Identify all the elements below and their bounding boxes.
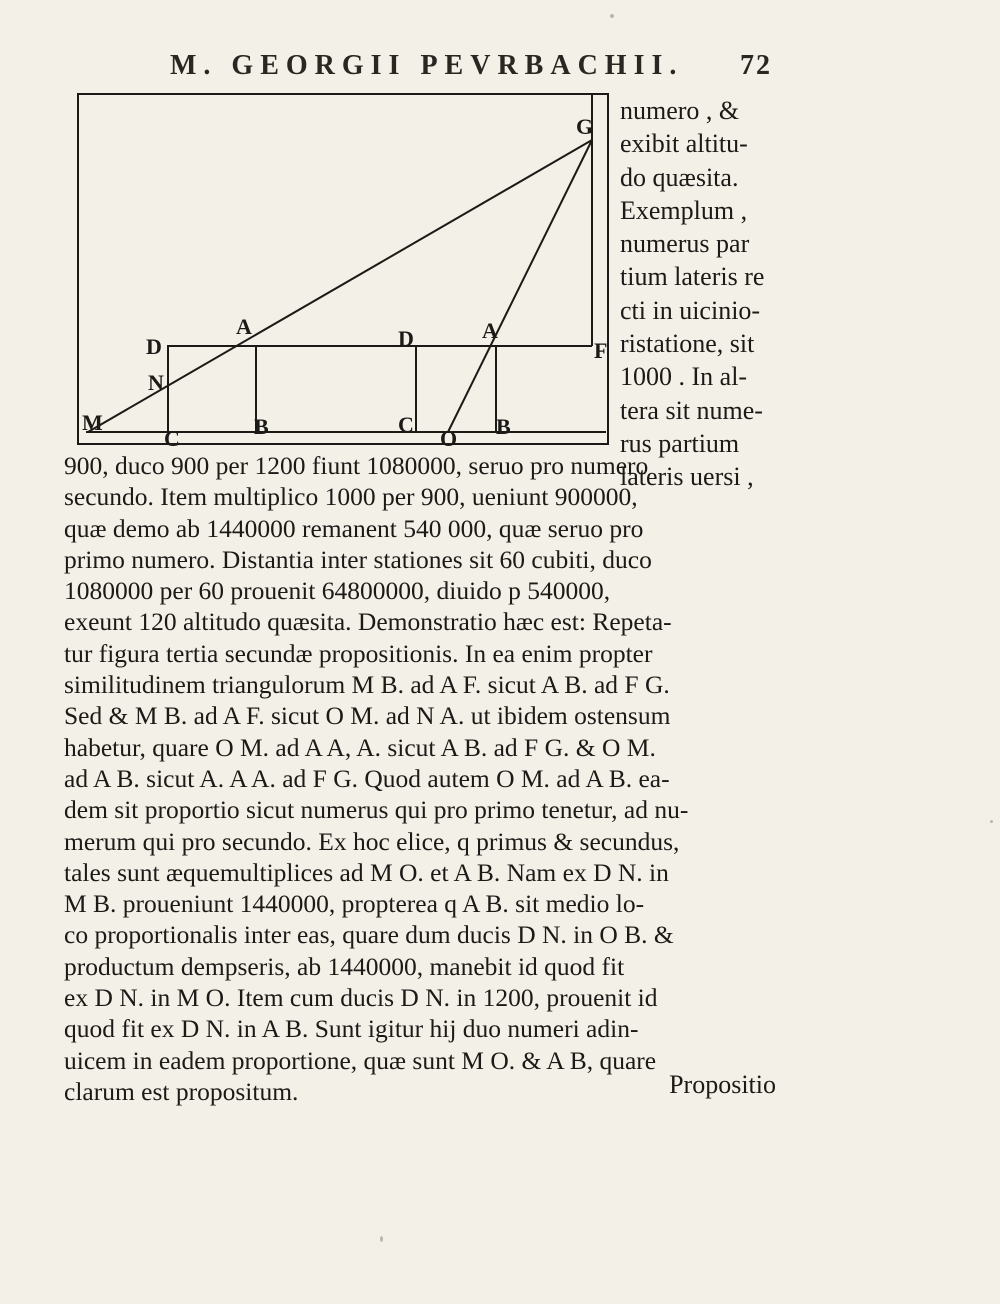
running-title: M. GEORGII PEVRBACHII. xyxy=(170,50,684,81)
label-d-right: D xyxy=(398,326,414,351)
body-line: 900, duco 900 per 1200 fiunt 1080000, seruo pro numero xyxy=(64,451,649,480)
label-n: N xyxy=(148,370,164,395)
body-text xyxy=(64,450,784,1107)
paper-speck xyxy=(990,820,993,823)
side-line: numerus par xyxy=(620,229,750,259)
body-line: productum dempseris, ab 1440000, manebit id quod fit xyxy=(64,951,625,981)
body-line: tales sunt æquemultiplices ad M O. et A B. Nam ex D N. in xyxy=(64,857,669,887)
side-line: rus partium xyxy=(620,428,740,458)
left-rectangle xyxy=(168,346,256,432)
body-line: clarum est propositum. xyxy=(64,1076,299,1106)
diagonal-og xyxy=(448,140,592,432)
label-b-right: B xyxy=(496,414,511,439)
label-a-right: A xyxy=(482,318,498,343)
body-line: quæ demo ab 1440000 remanent 540 000, quæ seruo pro xyxy=(64,513,644,543)
body-line: tur figura tertia secundæ propositionis. In ea enim propter xyxy=(64,638,653,668)
side-line: tera sit nume- xyxy=(620,395,763,425)
label-g: G xyxy=(576,114,594,139)
label-m: M xyxy=(82,410,103,435)
side-line: Exemplum , xyxy=(620,195,748,225)
label-a-left: A xyxy=(236,314,252,339)
side-line: numero , & xyxy=(620,96,740,125)
page-number: 72 xyxy=(740,50,772,81)
label-b-left: B xyxy=(254,414,269,439)
side-column-text xyxy=(620,94,788,494)
page-header xyxy=(170,50,790,90)
body-line: merum qui pro secundo. Ex hoc elice, q primus & secundus, xyxy=(64,826,680,856)
label-o: O xyxy=(440,426,458,446)
body-line: Sed & M B. ad A F. sicut O M. ad N A. ut ibidem ostensum xyxy=(64,701,671,731)
body-line: dem sit proportio sicut numerus qui pro primo tenetur, ad nu- xyxy=(64,795,689,825)
body-line: uicem in eadem proportione, quæ sunt M O. & A B, quare xyxy=(64,1045,657,1075)
body-line: M B. proueniunt 1440000, propterea q A B. sit medio lo- xyxy=(64,889,645,919)
side-line: ristatione, sit xyxy=(620,329,755,359)
body-line: quod fit ex D N. in A B. Sunt igitur hij duo numeri adin- xyxy=(64,1014,639,1044)
label-c-right: C xyxy=(398,412,414,437)
body-line: secundo. Item multiplico 1000 per 900, ueniunt 900000, xyxy=(64,482,638,512)
body-line: similitudinem triangulorum M B. ad A F. sicut A B. ad F G. xyxy=(64,670,670,700)
side-line: lateris uersi , xyxy=(620,462,754,492)
body-line: habetur, quare O M. ad A A, A. sicut A B. ad F G. & O M. xyxy=(64,732,656,762)
side-line: do quæsita. xyxy=(620,162,739,192)
side-line: cti in uicinio- xyxy=(620,295,761,325)
paper-speck xyxy=(380,1236,383,1242)
side-line: exibit altitu- xyxy=(620,129,748,159)
side-line: 1000 . In al- xyxy=(620,362,748,392)
paper-speck xyxy=(610,14,614,18)
side-line: tium lateris re xyxy=(620,262,765,292)
label-c-left: C xyxy=(164,426,180,446)
body-line: ex D N. in M O. Item cum ducis D N. in 1200, prouenit id xyxy=(64,983,658,1013)
figure-diagram xyxy=(76,92,610,446)
geometric-figure xyxy=(76,92,610,446)
body-line: 1080000 per 60 prouenit 64800000, diuido p 540000, xyxy=(64,576,611,606)
body-line: exeunt 120 altitudo quæsita. Demonstratio hæc est: Repeta- xyxy=(64,607,672,637)
body-line: co proportionalis inter eas, quare dum ducis D N. in O B. & xyxy=(64,920,674,950)
catchword: Propositio xyxy=(669,1070,776,1099)
label-d-left: D xyxy=(146,334,162,359)
body-line: ad A B. sicut A. A A. ad F G. Quod autem O M. ad A B. ea- xyxy=(64,763,670,793)
body-line: primo numero. Distantia inter stationes sit 60 cubiti, duco xyxy=(64,544,652,574)
label-f: F xyxy=(594,338,608,363)
